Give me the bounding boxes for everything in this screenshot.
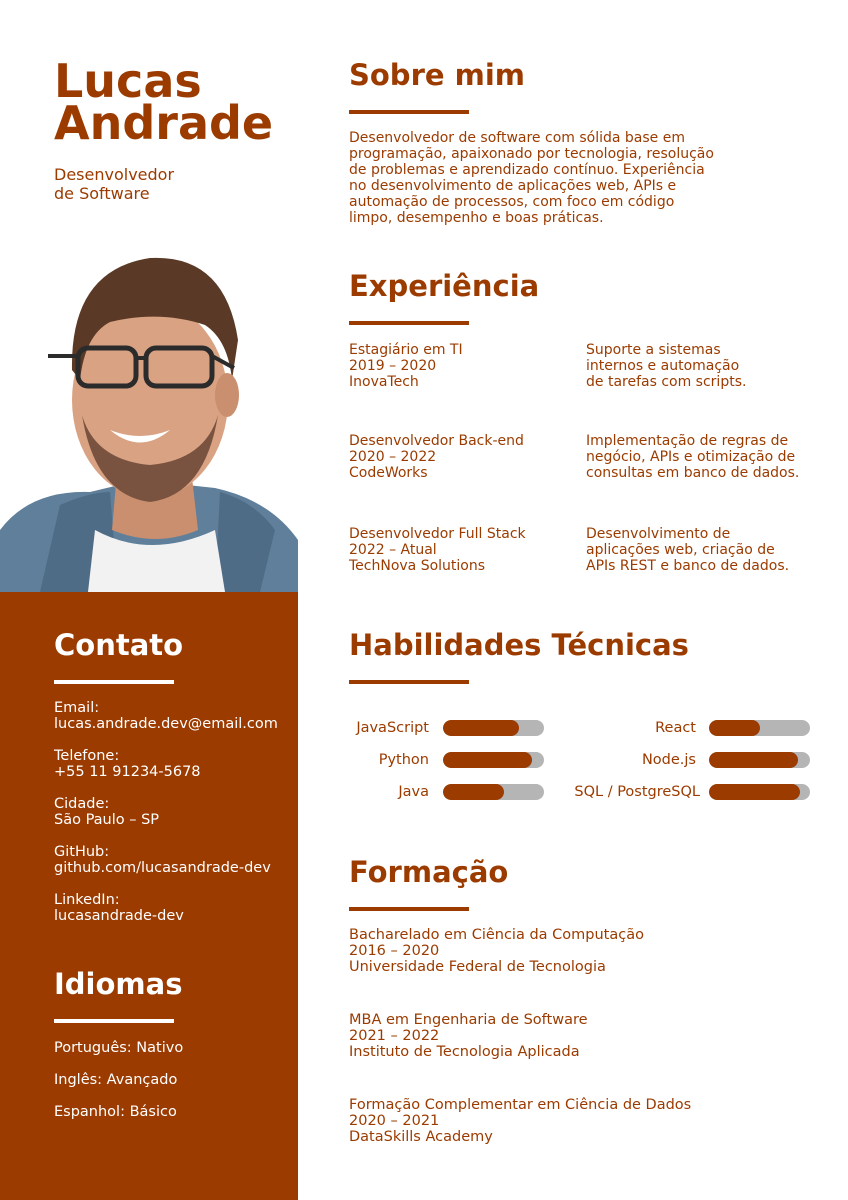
languages-heading: Idiomas	[54, 967, 183, 1001]
email-link[interactable]: lucas.andrade.dev@email.com	[54, 716, 278, 732]
contact-city	[54, 796, 294, 828]
skill-bar	[443, 720, 544, 736]
sidebar	[0, 592, 298, 1200]
education-heading: Formação	[349, 855, 509, 889]
job-period: 2020 – 2022	[349, 449, 437, 465]
skill-bar-fill	[709, 784, 800, 800]
contact-github	[54, 844, 294, 876]
skill-label: SQL / PostgreSQL	[574, 784, 700, 800]
job-desc-line: de tarefas com scripts.	[586, 374, 747, 390]
job-title	[54, 165, 254, 203]
job-company: TechNova Solutions	[349, 558, 486, 574]
skill-bar	[443, 752, 544, 768]
job-company: CodeWorks	[349, 465, 428, 481]
skill-label: JavaScript	[356, 720, 429, 736]
experience-job	[349, 342, 569, 390]
education-period: 2020 – 2021	[349, 1113, 440, 1129]
contact-heading: Contato	[54, 628, 184, 662]
job-role: Estagiário em TI	[349, 342, 463, 358]
experience-job	[349, 526, 569, 574]
skill-label: Node.js	[641, 752, 696, 768]
skill-bar	[709, 784, 810, 800]
full-name	[54, 54, 314, 150]
skills-heading: Habilidades Técnicas	[349, 628, 689, 662]
job-title-line: Desenvolvedor	[54, 165, 175, 184]
skill-bar	[443, 784, 544, 800]
about-line: automação de processos, com foco em código	[349, 194, 675, 210]
job-desc-line: negócio, APIs e otimização de	[586, 449, 796, 465]
job-desc-line: consultas em banco de dados.	[586, 465, 800, 481]
github-link[interactable]: github.com/lucasandrade-dev	[54, 860, 271, 876]
language-item: Inglês: Avançado	[54, 1072, 178, 1088]
last-name: Andrade	[54, 96, 274, 150]
education-item	[349, 927, 809, 975]
about-line: programação, apaixonado por tecnologia, resolução	[349, 146, 714, 162]
skill-bar-fill	[709, 720, 760, 736]
profile-photo	[0, 230, 298, 592]
about-text	[349, 130, 741, 226]
skill-bar	[709, 752, 810, 768]
contact-label: GitHub:	[54, 844, 110, 860]
education-institution: Universidade Federal de Tecnologia	[349, 959, 606, 975]
job-desc-line: APIs REST e banco de dados.	[586, 558, 790, 574]
education-item	[349, 1012, 809, 1060]
contact-phone	[54, 748, 294, 780]
languages-divider	[54, 1019, 174, 1023]
contact-label: Cidade:	[54, 796, 110, 812]
about-line: Desenvolvedor de software com sólida base em	[349, 130, 685, 146]
experience-description	[586, 342, 822, 390]
contact-value: São Paulo – SP	[54, 812, 160, 828]
experience-heading: Experiência	[349, 269, 540, 303]
education-period: 2016 – 2020	[349, 943, 440, 959]
job-desc-line: aplicações web, criação de	[586, 542, 775, 558]
skill-bar	[709, 720, 810, 736]
about-heading: Sobre mim	[349, 58, 526, 92]
skill-bar-fill	[443, 752, 532, 768]
about-line: limpo, desempenho e boas práticas.	[349, 210, 604, 226]
language-item: Espanhol: Básico	[54, 1104, 177, 1120]
education-item	[349, 1097, 809, 1145]
about-line: de problemas e aprendizado contínuo. Experiência	[349, 162, 705, 178]
skills-divider	[349, 680, 469, 684]
job-title-line: de Software	[54, 184, 150, 203]
education-period: 2021 – 2022	[349, 1028, 440, 1044]
contact-linkedin	[54, 892, 294, 924]
contact-label: LinkedIn:	[54, 892, 120, 908]
first-name: Lucas	[54, 54, 202, 108]
job-company: InovaTech	[349, 374, 419, 390]
job-desc-line: Implementação de regras de	[586, 433, 789, 449]
portrait-illustration	[0, 230, 298, 592]
education-divider	[349, 907, 469, 911]
education-course: MBA em Engenharia de Software	[349, 1012, 588, 1028]
phone-link[interactable]: +55 11 91234-5678	[54, 764, 201, 780]
job-desc-line: Desenvolvimento de	[586, 526, 731, 542]
contact-label: Email:	[54, 700, 100, 716]
contact-email	[54, 700, 294, 732]
job-desc-line: Suporte a sistemas	[586, 342, 721, 358]
about-line: no desenvolvimento de aplicações web, APIs e	[349, 178, 677, 194]
skill-bar-fill	[443, 784, 504, 800]
linkedin-link[interactable]: lucasandrade-dev	[54, 908, 184, 924]
education-institution: Instituto de Tecnologia Aplicada	[349, 1044, 580, 1060]
experience-description	[586, 433, 822, 481]
education-course: Formação Complementar em Ciência de Dados	[349, 1097, 692, 1113]
contact-divider	[54, 680, 174, 684]
education-institution: DataSkills Academy	[349, 1129, 493, 1145]
experience-description	[586, 526, 822, 574]
experience-divider	[349, 321, 469, 325]
skill-bar-fill	[709, 752, 798, 768]
job-period: 2019 – 2020	[349, 358, 437, 374]
skill-label: React	[655, 720, 696, 736]
skill-bar-fill	[443, 720, 519, 736]
education-course: Bacharelado em Ciência da Computação	[349, 927, 644, 943]
about-divider	[349, 110, 469, 114]
skill-label: Java	[398, 784, 429, 800]
job-role: Desenvolvedor Back-end	[349, 433, 524, 449]
skill-label: Python	[378, 752, 429, 768]
job-desc-line: internos e automação	[586, 358, 740, 374]
experience-job	[349, 433, 569, 481]
job-role: Desenvolvedor Full Stack	[349, 526, 526, 542]
language-item: Português: Nativo	[54, 1040, 184, 1056]
job-period: 2022 – Atual	[349, 542, 437, 558]
contact-label: Telefone:	[54, 748, 120, 764]
